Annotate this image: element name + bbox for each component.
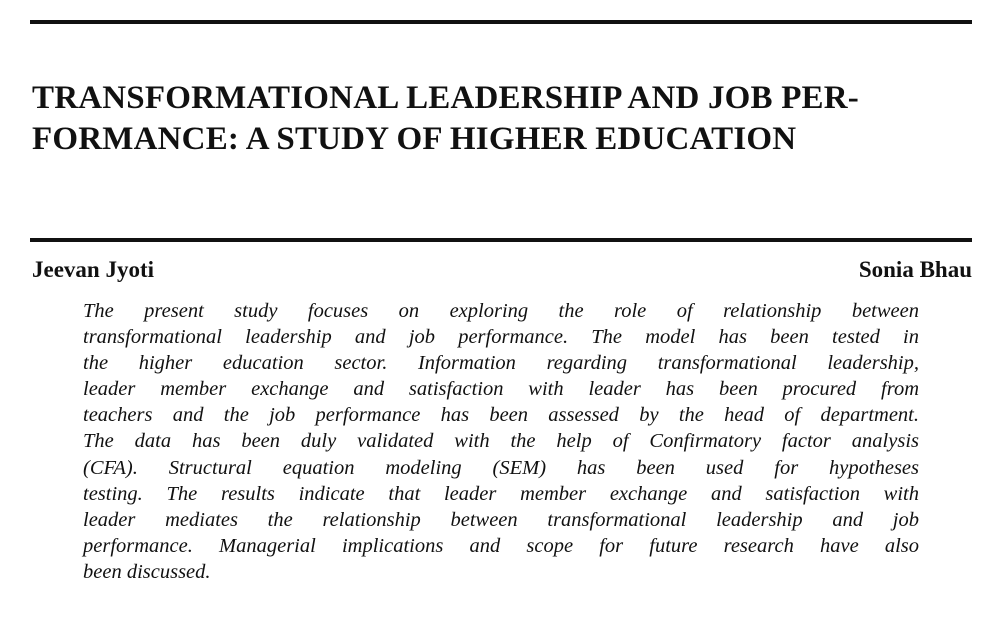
title-line: TRANSFORMATIONAL LEADERSHIP AND JOB PER- [32,80,859,116]
abstract-line: The data has been duly validated with the help of Confirmatory factor analysis [83,430,919,453]
abstract-line: The present study focuses on exploring the role of relationship between [83,300,919,322]
abstract-line: leader mediates the relationship between transformational leadership and job [83,508,919,531]
abstract-line: transformational leadership and job performance. The model has been tested in [83,326,919,349]
abstract-line: testing. The results indicate that leader member exchange and satisfaction with [83,482,919,505]
abstract-line: performance. Managerial implications and scope for future research have also [83,534,919,557]
author-name: Sonia Bhau [858,257,972,282]
abstract-line: the higher education sector. Information regarding transformational leadership, [83,352,919,375]
abstract [83,298,919,585]
abstract-line: leader member exchange and satisfaction with leader has been procured from [83,378,919,401]
paper-title [32,78,972,160]
abstract-line: (CFA). Structural equation modeling (SEM) has been used for hypotheses [83,456,919,479]
abstract-line: been discussed. [83,560,211,583]
author-rule [30,238,972,242]
title-line: FORMANCE: A STUDY OF HIGHER EDUCATION [32,121,797,157]
author-name: Jeevan Jyoti [32,257,155,282]
abstract-line: teachers and the job performance has been assessed by the head of department. [83,404,919,427]
top-rule [30,20,972,24]
